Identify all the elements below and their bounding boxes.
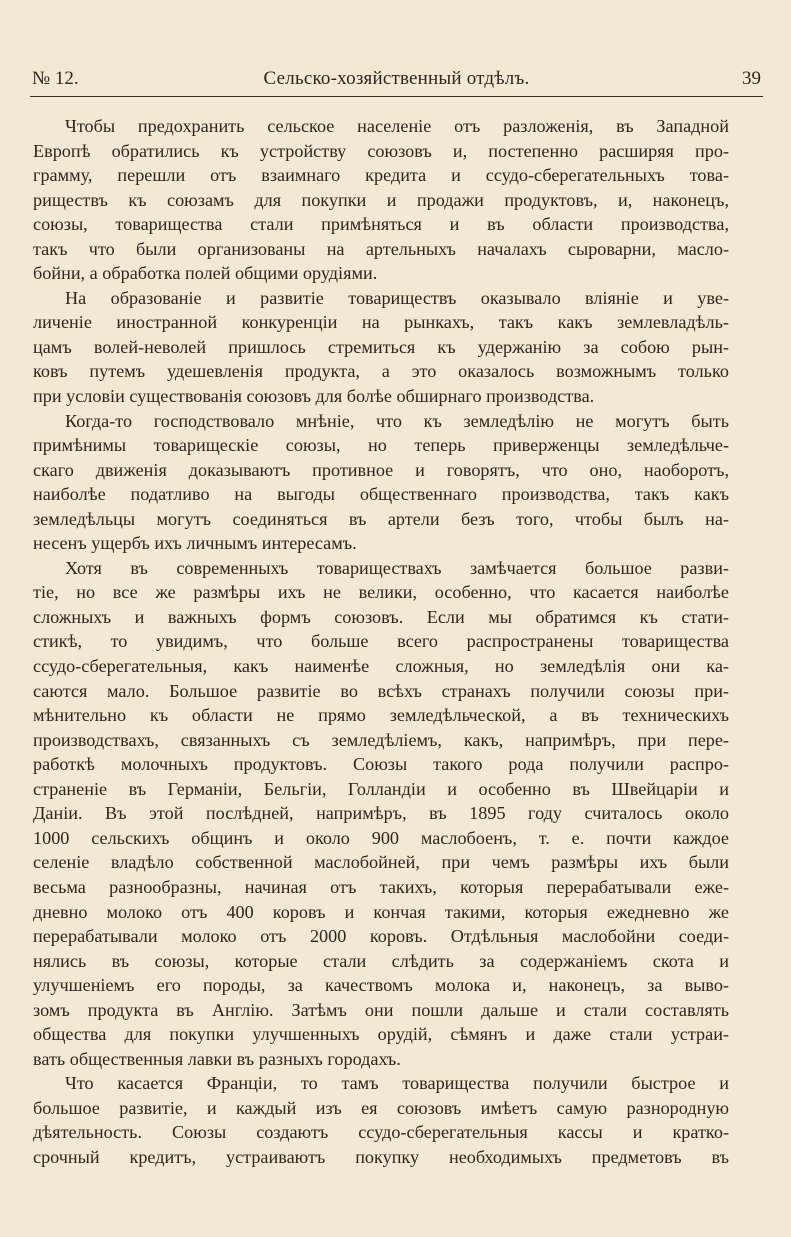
body-text [33, 114, 729, 1170]
text-line: улучшеніемъ его породы, за качествомъ молока и, наконецъ, за выво- [33, 975, 729, 996]
text-line: скаго движенія доказываютъ противное и говорятъ, что оно, наоборотъ, [33, 459, 729, 480]
text-line: Даніи. Въ этой послѣдней, напримѣръ, въ 1895 году считалось около [33, 803, 729, 824]
text-line: срочный кредитъ, устраиваютъ покупку необходимыхъ предметовъ въ [33, 1146, 729, 1167]
text-line: На образованіе и развитіе товариществъ оказывало вліяніе и уве- [65, 287, 729, 308]
text-line: грамму, перешли отъ взаимнаго кредита и ссудо-сберегательныхъ това- [33, 165, 729, 186]
text-line: Чтобы предохранить сельское населеніе отъ разложенія, въ Западной [65, 116, 729, 136]
text-line: наиболѣе податливо на выгоды общественнаго производства, такъ какъ [33, 484, 729, 505]
section-title: Сельско-хозяйственный отдѣлъ. [263, 68, 530, 89]
text-line: земледѣльцы могутъ соединяться въ артели безъ того, чтобы былъ на- [33, 508, 729, 529]
text-line: производствахъ, связанныхъ съ земледѣліемъ, какъ, напримѣръ, при пере- [33, 729, 729, 750]
text-line: сложныхъ и важныхъ формъ союзовъ. Если мы обратимся къ стати- [33, 606, 729, 627]
text-line: Хотя въ современныхъ товариществахъ замѣчается большое разви- [65, 557, 729, 578]
text-line: такъ что были организованы на артельныхъ началахъ сыроварни, масло- [33, 238, 729, 259]
text-line: вать общественныя лавки въ разныхъ городахъ. [33, 1048, 401, 1069]
text-line: ковъ путемъ удешевленія продукта, а это оказалось возможнымъ только [33, 361, 729, 382]
text-line: личеніе иностранной конкуренціи на рынкахъ, такъ какъ землевладѣль- [33, 312, 729, 333]
text-line: большое развитіе, и каждый изъ ея союзовъ имѣетъ самую разнородную [33, 1097, 729, 1118]
text-line: несенъ ущербъ ихъ личнымъ интересамъ. [33, 533, 357, 554]
text-line: Что касается Франціи, то тамъ товарищества получили быстрое и [65, 1073, 729, 1094]
text-line: зомъ продукта въ Англію. Затѣмъ они пошли дальше и стали составлять [33, 999, 729, 1020]
text-line: тіе, но все же размѣры ихъ не велики, особенно, что касается наиболѣе [33, 582, 729, 603]
text-line: ссудо-сберегательныя, какъ наименѣе сложныя, но земледѣлія они ка- [33, 656, 729, 677]
text-line: при условіи существованія союзовъ для болѣе обширнаго производства. [33, 386, 595, 407]
text-line: весьма разнообразны, начиная отъ такихъ, которыя перерабатывали еже- [33, 876, 729, 897]
header-rule [30, 96, 763, 97]
text-line: бойни, а обработка полей общими орудіями. [33, 263, 378, 284]
running-header [32, 68, 761, 94]
text-line: мѣнительно къ области не прямо земледѣльческой, а въ техническихъ [33, 705, 729, 726]
page-number: 39 [742, 68, 761, 89]
text-line: цамъ волей-неволей пришлось стремиться къ удержанію за собою рын- [33, 336, 729, 357]
text-line: саются мало. Большое развитіе во всѣхъ странахъ получили союзы при- [33, 680, 729, 701]
text-line: стикѣ, то увидимъ, что больше всего распространены товарищества [33, 631, 729, 652]
text-line: 1000 сельскихъ общинъ и около 900 маслобоенъ, т. е. почти каждое [33, 827, 729, 848]
text-line: дѣятельность. Союзы создаютъ ссудо-сберегательныя кассы и кратко- [33, 1122, 729, 1143]
text-line: дневно молоко отъ 400 коровъ и кончая такими, которыя ежедневно же [33, 901, 729, 922]
issue-number: № 12. [32, 68, 79, 89]
text-line: Когда-то господствовало мнѣніе, что къ земледѣлію не могутъ быть [65, 410, 729, 431]
text-line: общества для покупки улучшенныхъ орудій, сѣмянъ и даже стали устраи- [33, 1024, 729, 1045]
text-line: работкѣ молочныхъ продуктовъ. Союзы такого рода получили распро- [33, 754, 729, 775]
text-line: перерабатывали молоко отъ 2000 коровъ. Отдѣльныя маслобойни соеди- [33, 926, 729, 947]
text-line: нялись въ союзы, которые стали слѣдить за содержаніемъ скота и [33, 950, 729, 971]
text-line: примѣнимы товарищескіе союзы, но теперь приверженцы земледѣльче- [33, 435, 729, 456]
text-line: союзы, товарищества стали примѣняться и въ области производства, [33, 214, 729, 235]
text-line: страненіе въ Германіи, Бельгіи, Голландіи и особенно въ Швейцаріи и [33, 778, 729, 799]
text-line: селеніе владѣло собственной маслобойней, при чемъ размѣры ихъ были [33, 852, 729, 873]
text-line: Европѣ обратились къ устройству союзовъ и, постепенно расширяя про- [33, 140, 729, 161]
text-line: риществъ къ союзамъ для покупки и продажи продуктовъ, и, наконецъ, [33, 189, 729, 210]
